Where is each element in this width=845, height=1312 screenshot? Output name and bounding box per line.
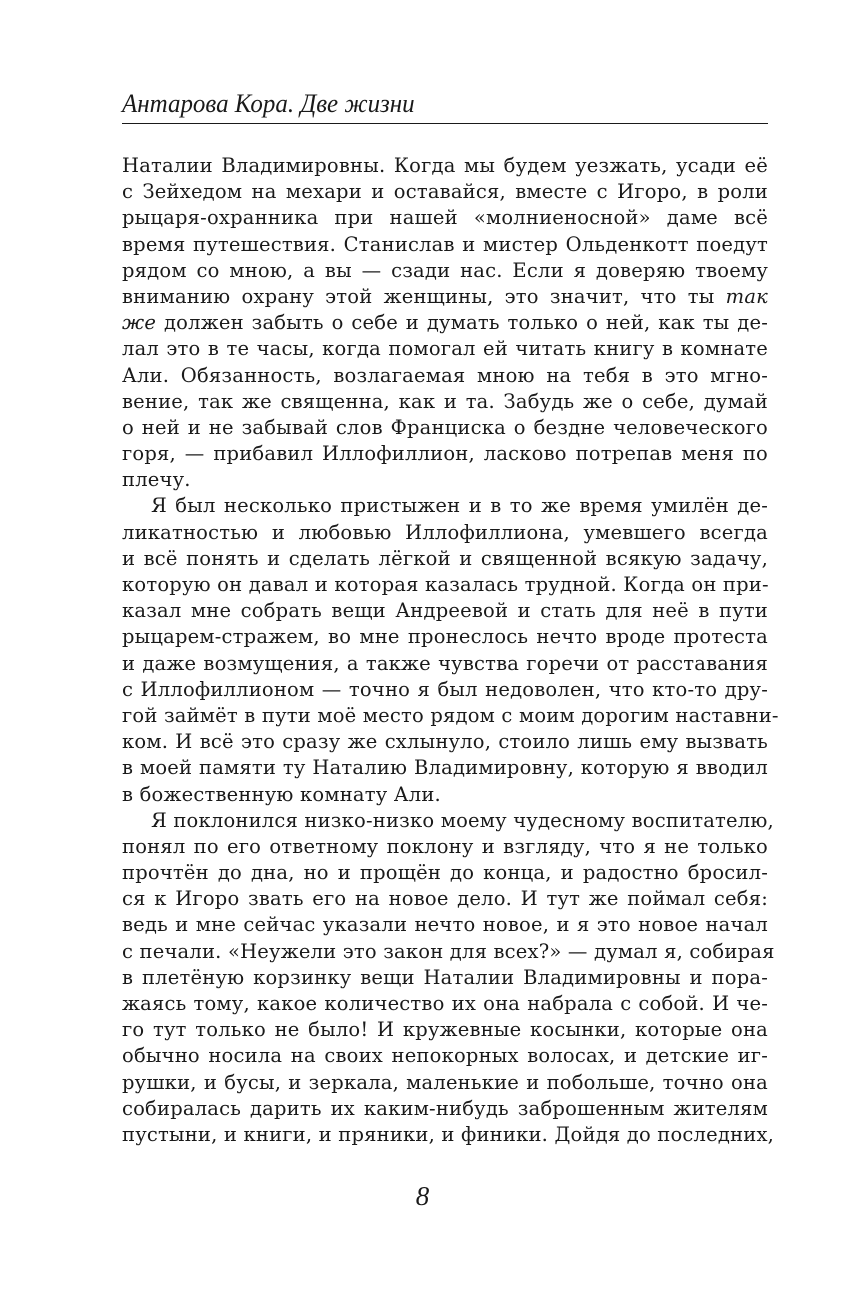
text-line [122, 310, 768, 336]
text-line: время путешествия. Станислав и мистер Ольденкотт поедут [122, 232, 768, 256]
text-line: в плетёную корзинку вещи Наталии Владимировны и пора- [122, 965, 768, 989]
text-line: жаясь тому, какое количество их она набрала с собой. И че- [122, 992, 768, 1015]
text-line: гой займёт в пути моё место рядом с моим дорогим наставни- [122, 703, 779, 727]
text-line: плечу. [122, 468, 191, 492]
text-line-main: вниманию охрану этой женщины, это значит, что ты [122, 284, 715, 308]
text-line: ликатностью и любовью Иллофиллиона, умевшего всегда [122, 520, 768, 544]
text-line: лал это в те часы, когда помогал ей читать книгу в комнате [122, 337, 768, 361]
paragraph-3 [122, 808, 775, 1148]
text-line: обычно носила на своих непокорных волосах, и детские иг- [122, 1044, 768, 1068]
text-line [122, 284, 768, 310]
text-line: казал мне собрать вещи Андреевой и стать для неё в пути [122, 599, 768, 623]
text-line: Я поклонился низко-низко моему чудесному воспитателю, [151, 808, 774, 832]
text-line: горя, — прибавил Иллофиллион, ласково потрепав меня по [122, 442, 768, 466]
text-line: с Зейхедом на мехари и оставайся, вместе с Игоро, в роли [122, 180, 768, 204]
text-line: Я был несколько пристыжен и в то же время умилён де- [151, 494, 768, 518]
text-line: которую он давал и которая казалась трудной. Когда он при- [122, 573, 769, 596]
text-line: собиралась дарить их каким-нибудь заброшенным жителям [122, 1096, 768, 1120]
text-line: ведь и мне сейчас указали нечто новое, и я это новое начал [122, 913, 768, 937]
text-line: с печали. «Неужели это закон для всех?» — думал я, собирая [122, 939, 775, 963]
text-line: рыцарем-стражем, во мне пронеслось нечто вроде протеста [122, 625, 768, 649]
italic-word: же [122, 311, 157, 335]
paragraph-1 [122, 153, 768, 493]
text-line: вение, так же священна, как и та. Забудь же о себе, думай [122, 389, 768, 413]
text-line: прочтён до дна, но и прощён до конца, и радостно бросил- [122, 861, 768, 885]
text-line: рушки, и бусы, и зеркала, маленькие и побольше, точно она [122, 1070, 768, 1094]
text-line: рядом со мною, а вы — сзади нас. Если я доверяю твоему [122, 258, 768, 282]
running-title: Антарова Кора. Две жизни [122, 89, 415, 118]
text-line-main: должен забыть о себе и думать только о ней, как ты де- [163, 311, 768, 335]
text-line: Наталии Владимировны. Когда мы будем уезжать, усади её [122, 154, 768, 177]
text-line: пустыни, и книги, и пряники, и финики. Дойдя до последних, [122, 1122, 775, 1146]
text-line: ся к Игоро звать его на новое дело. И тут же поймал себя: [122, 887, 768, 911]
page-body [122, 153, 779, 1148]
text-line: о ней и не забывай слов Франциска о бездне человеческого [122, 415, 768, 439]
text-line: в моей памяти ту Наталию Владимировну, которую я вводил [122, 756, 768, 780]
text-line: в божественную комнату Али. [122, 782, 441, 806]
text-line: и всё понять и сделать лёгкой и священной всякую задачу, [122, 546, 768, 570]
header-rule [122, 123, 768, 124]
text-line: с Иллофиллионом — точно я был недоволен, что кто-то дру- [122, 677, 768, 701]
text-line: ком. И всё это сразу же схлынуло, стоило лишь ему вызвать [122, 730, 768, 754]
paragraph-2 [122, 493, 779, 807]
text-line: понял по его ответному поклону и взгляду, что я не только [122, 834, 768, 858]
text-line: и даже возмущения, а также чувства горечи от расставания [122, 651, 768, 675]
text-line: рыцаря-охранника при нашей «молниеносной» даме всё [122, 206, 768, 230]
running-header [122, 88, 768, 122]
text-line: Али. Обязанность, возлагаемая мною на тебя в это мгно- [122, 363, 768, 387]
page-number: 8 [415, 1181, 430, 1211]
text-line: го тут только не было! И кружевные косынки, которые она [122, 1018, 768, 1042]
italic-word: так [725, 284, 768, 308]
